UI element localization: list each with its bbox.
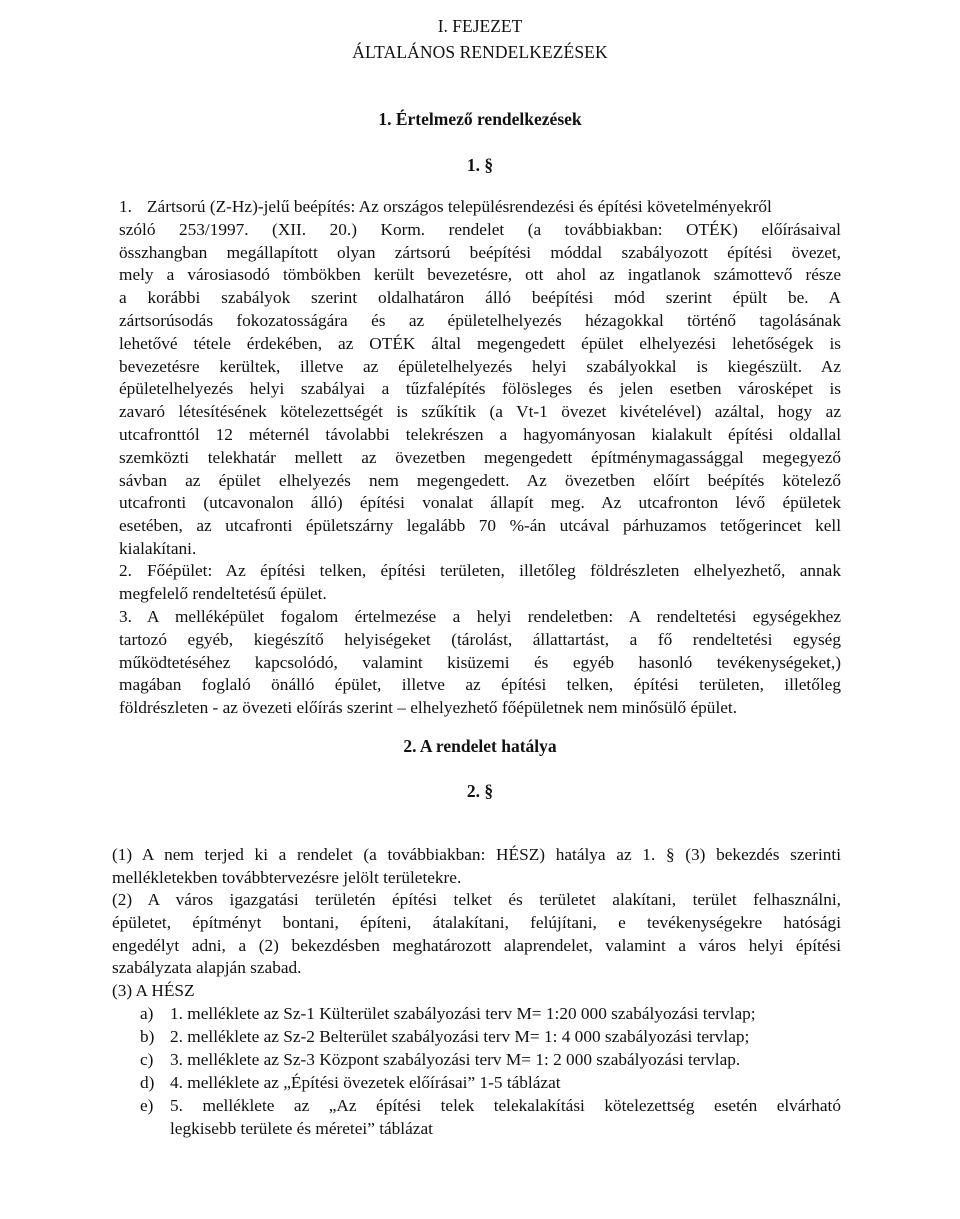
list-item xyxy=(170,1049,740,1072)
text-line: kialakítani. xyxy=(119,538,197,558)
section-2-title: 2. A rendelet hatálya xyxy=(403,736,557,756)
text-line: megfelelő rendeltetésű épület. xyxy=(119,583,327,603)
text-line: mely a városiasodó tömbökben került bevezetésre, ott ahol az ingatlanok számottevő része xyxy=(119,265,841,285)
list-letter: a) xyxy=(140,1004,154,1023)
text-line: legkisebb területe és méretei” táblázat xyxy=(170,1118,433,1138)
text-line: zártsorúsodás fokozatosságára és az épületelhelyezés hézagokkal történő tagolásának xyxy=(119,310,841,330)
text-line: összhangban megállapított olyan zártsorú beépítési móddal szabályozott építési övezet, xyxy=(119,242,841,262)
item-1-text xyxy=(147,196,841,219)
item-2-number: 2. xyxy=(119,561,132,580)
text-line: 1. melléklete az Sz-1 Külterület szabályozási terv M= 1:20 000 szabályozási tervlap; xyxy=(170,1004,756,1023)
text-line: sávban az épület elhelyezés nem megengedett. Az övezetben előírt beépítés kötelező xyxy=(119,470,841,490)
text-line: bevezetésre kerültek, illetve az épületelhelyezés helyi szabályokkal is kiegészült. Az xyxy=(119,356,841,376)
list-letter: e) xyxy=(140,1096,154,1115)
list-letter: c) xyxy=(140,1050,154,1069)
text-line: lehetővé tétele érdekében, az OTÉK által megengedett épület elhelyezési lehetőségek is xyxy=(119,333,841,353)
text-line: szemközti telekhatár mellett az övezetben megengedett építménymagassággal megegyező xyxy=(119,447,841,467)
text-line: Zártsorú (Z-Hz)-jelű beépítés: Az országos településrendezési és építési követelményekről xyxy=(147,197,772,216)
text-line: tartozó egyéb, kiegészítő helyiségeket (tárolást, állattartást, a fő rendeltetési egység xyxy=(119,629,841,649)
item-2-text xyxy=(119,560,841,606)
item-3-number: 3. xyxy=(119,607,132,626)
paragraph-2 xyxy=(112,889,841,980)
text-line: mellékletekben továbbtervezésre jelölt területekre. xyxy=(112,867,462,887)
paragraph-1 xyxy=(112,844,841,890)
text-line: működtetéséhez kapcsolódó, valamint kisüzemi és egyéb hasonló tevékenységeket,) xyxy=(119,652,841,672)
text-line: zavaró létesítésének kötelezettségét is szűkítik (a Vt-1 övezet kivételével) azáltal, hogy az xyxy=(119,402,841,422)
item-1-number: 1. xyxy=(119,197,132,216)
text-line: (3) A HÉSZ xyxy=(112,981,195,1000)
text-line: 4. melléklete az „Építési övezetek előírásai” 1-5 táblázat xyxy=(170,1073,561,1092)
section-1-paragraph: 1. § xyxy=(466,155,494,175)
list-item xyxy=(170,1072,561,1095)
list-item xyxy=(170,1003,756,1026)
chapter-number: I. FEJEZET xyxy=(437,16,523,36)
list-item xyxy=(170,1095,841,1141)
text-line: épületelhelyezés helyi szabályai a tűzfalépítés fölösleges és jelen esetben városképet is xyxy=(119,379,841,399)
text-line: a korábbi szabályok szerint oldalhatáron álló beépítési mód szerint épült be. A xyxy=(119,288,841,308)
section-2-paragraph: 2. § xyxy=(466,781,494,801)
text-line: engedélyt adni, a (2) bekezdésben meghatározott alaprendelet, valamint a város helyi építési xyxy=(112,935,841,955)
text-line: utcafronttól 12 méternél távolabbi telekrészen a hagyományosan kialakult építési oldallal xyxy=(119,424,841,444)
text-line: szabályzata alapján szabad. xyxy=(112,958,302,978)
text-line: Főépület: Az építési telken, építési területen, illetőleg földrészleten elhelyezhető, annak xyxy=(147,561,841,580)
chapter-title: ÁLTALÁNOS RENDELKEZÉSEK xyxy=(352,42,608,62)
text-line: 5. melléklete az „Az építési telek telekalakítási kötelezettség esetén elvárható xyxy=(170,1096,841,1115)
list-letter: b) xyxy=(140,1027,155,1046)
text-line: utcafronti (utcavonalon álló) építési vonalat állapít meg. Az utcafronton lévő épületek xyxy=(119,493,841,513)
item-1-continuation xyxy=(119,219,841,561)
list-letter: d) xyxy=(140,1073,155,1092)
text-line: (1) A nem terjed ki a rendelet (a továbbiakban: HÉSZ) hatálya az 1. § (3) bekezdés szerinti xyxy=(112,845,841,864)
text-line: magában foglaló önálló épület, illetve az építési telken, építési területen, illetőleg xyxy=(119,675,841,695)
list-item xyxy=(170,1026,749,1049)
section-1-title: 1. Értelmező rendelkezések xyxy=(378,109,582,129)
text-line: esetében, az utcafronti épületszárny legalább 70 %-án utcával párhuzamos tetőgerincet kell xyxy=(119,516,841,536)
text-line: 2. melléklete az Sz-2 Belterület szabályozási terv M= 1: 4 000 szabályozási tervlap; xyxy=(170,1027,750,1046)
text-line: szóló 253/1997. (XII. 20.) Korm. rendelet (a továbbiakban: OTÉK) előírásaival xyxy=(119,219,841,239)
text-line: 3. melléklete az Sz-3 Központ szabályozási terv M= 1: 2 000 szabályozási tervlap. xyxy=(170,1050,741,1069)
text-line: földrészleten - az övezeti előírás szerint – elhelyezhető főépületnek nem minősülő épület. xyxy=(119,698,738,718)
item-3-text xyxy=(119,606,841,720)
text-line: (2) A város igazgatási területén építési telket és területet alakítani, terület felhasználni, xyxy=(112,890,841,909)
text-line: épületet, építményt bontani, építeni, átalakítani, felújítani, e tevékenységekre hatósági xyxy=(112,912,841,932)
text-line: A melléképület fogalom értelmezése a helyi rendeletben: A rendeltetési egységekhez xyxy=(147,607,841,626)
paragraph-3-heading xyxy=(112,980,195,1003)
